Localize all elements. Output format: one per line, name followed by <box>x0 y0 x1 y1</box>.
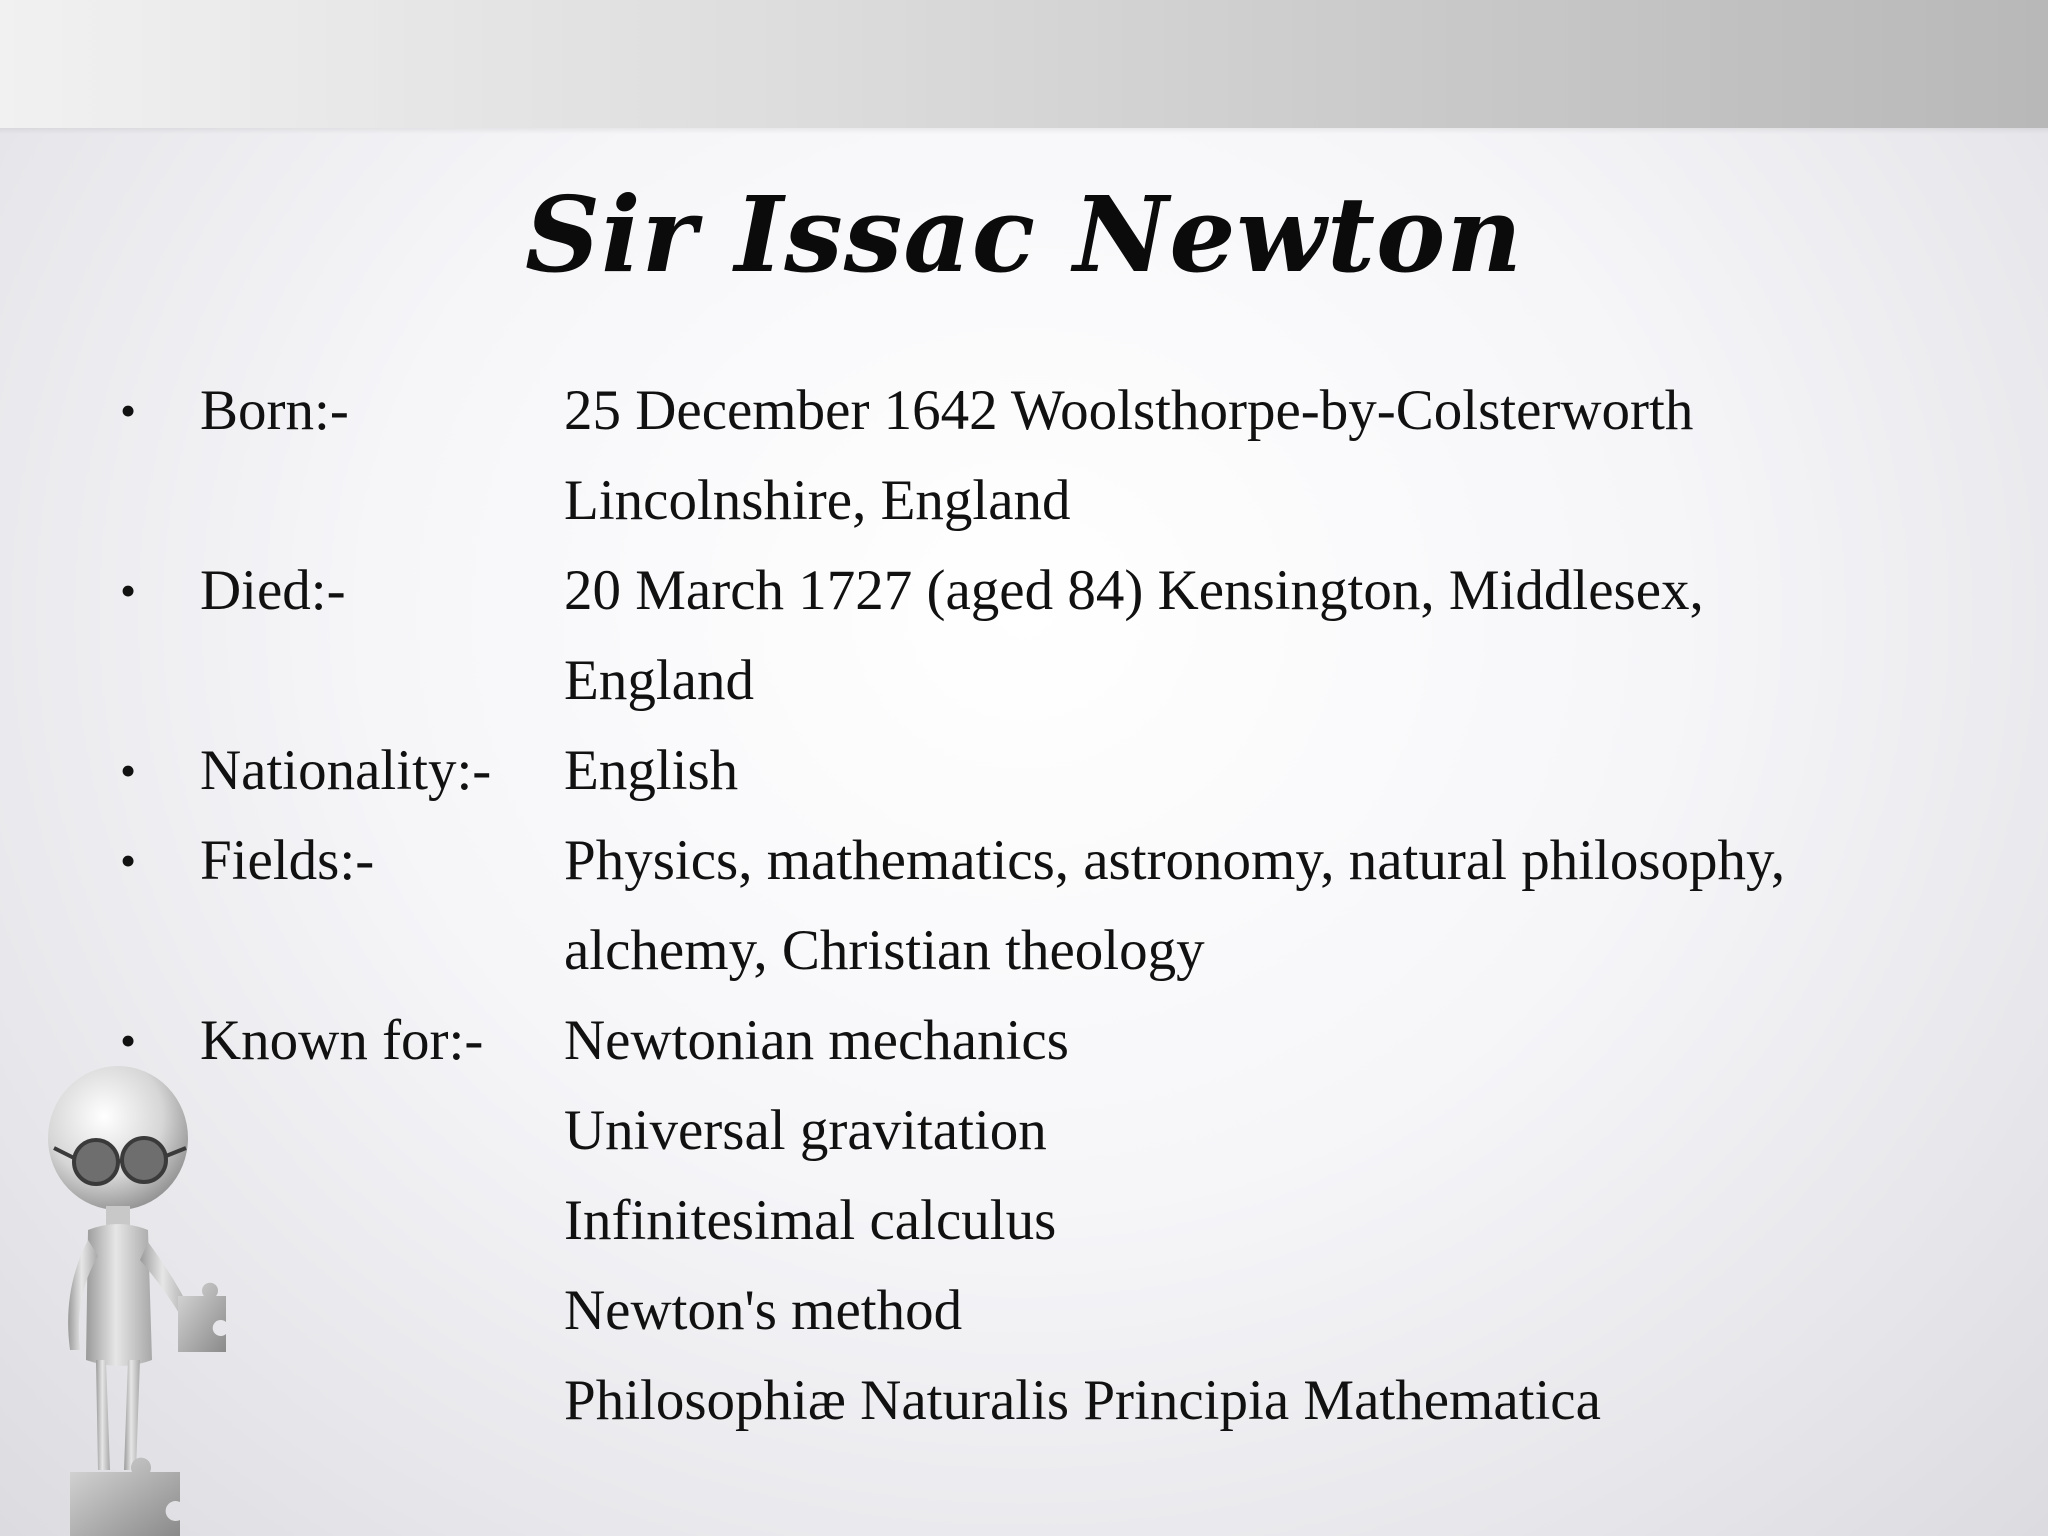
fact-value-line: English <box>564 739 739 802</box>
facts-list <box>120 366 1980 1446</box>
fact-value-line: 20 March 1727 (aged 84) Kensington, Middlesex, <box>564 559 1704 622</box>
fact-value <box>564 366 1980 546</box>
fact-value-line: Universal gravitation <box>564 1099 1047 1162</box>
fact-nationality <box>120 726 1980 816</box>
fact-label: Nationality:- <box>200 739 492 802</box>
fact-value-line: Physics, mathematics, astronomy, natural philosophy, <box>564 829 1786 892</box>
fact-known-for <box>120 996 1980 1446</box>
fact-value <box>564 546 1980 726</box>
fact-value-line: alchemy, Christian theology <box>564 919 1205 982</box>
fact-value-line: 25 December 1642 Woolsthorpe-by-Colsterworth <box>564 379 1694 442</box>
bullet: • <box>120 1015 137 1066</box>
bullet: • <box>120 385 137 436</box>
fact-value-line: Newton's method <box>564 1279 963 1342</box>
fact-died <box>120 546 1980 726</box>
fact-value-line: Philosophiæ Naturalis Principia Mathematica <box>564 1369 1601 1432</box>
bullet: • <box>120 835 137 886</box>
fact-label: Born:- <box>200 379 349 442</box>
fact-value <box>564 996 1980 1446</box>
fact-value-line: Newtonian mechanics <box>564 1009 1069 1072</box>
bullet: • <box>120 745 137 796</box>
puzzle-figure-illustration <box>40 1060 250 1536</box>
slide-title: Sir Issac Newton <box>524 173 1524 296</box>
fact-value-line: Lincolnshire, England <box>564 469 1071 532</box>
bullet: • <box>120 565 137 616</box>
fact-value <box>564 816 1980 996</box>
fact-label: Died:- <box>200 559 346 622</box>
header-band <box>0 0 2048 128</box>
fact-label: Known for:- <box>200 1009 484 1072</box>
fact-fields <box>120 816 1980 996</box>
fact-born <box>120 366 1980 546</box>
fact-value-line: Infinitesimal calculus <box>564 1189 1057 1252</box>
fact-value-line: England <box>564 649 754 712</box>
fact-value <box>564 726 1980 816</box>
fact-label: Fields:- <box>200 829 375 892</box>
